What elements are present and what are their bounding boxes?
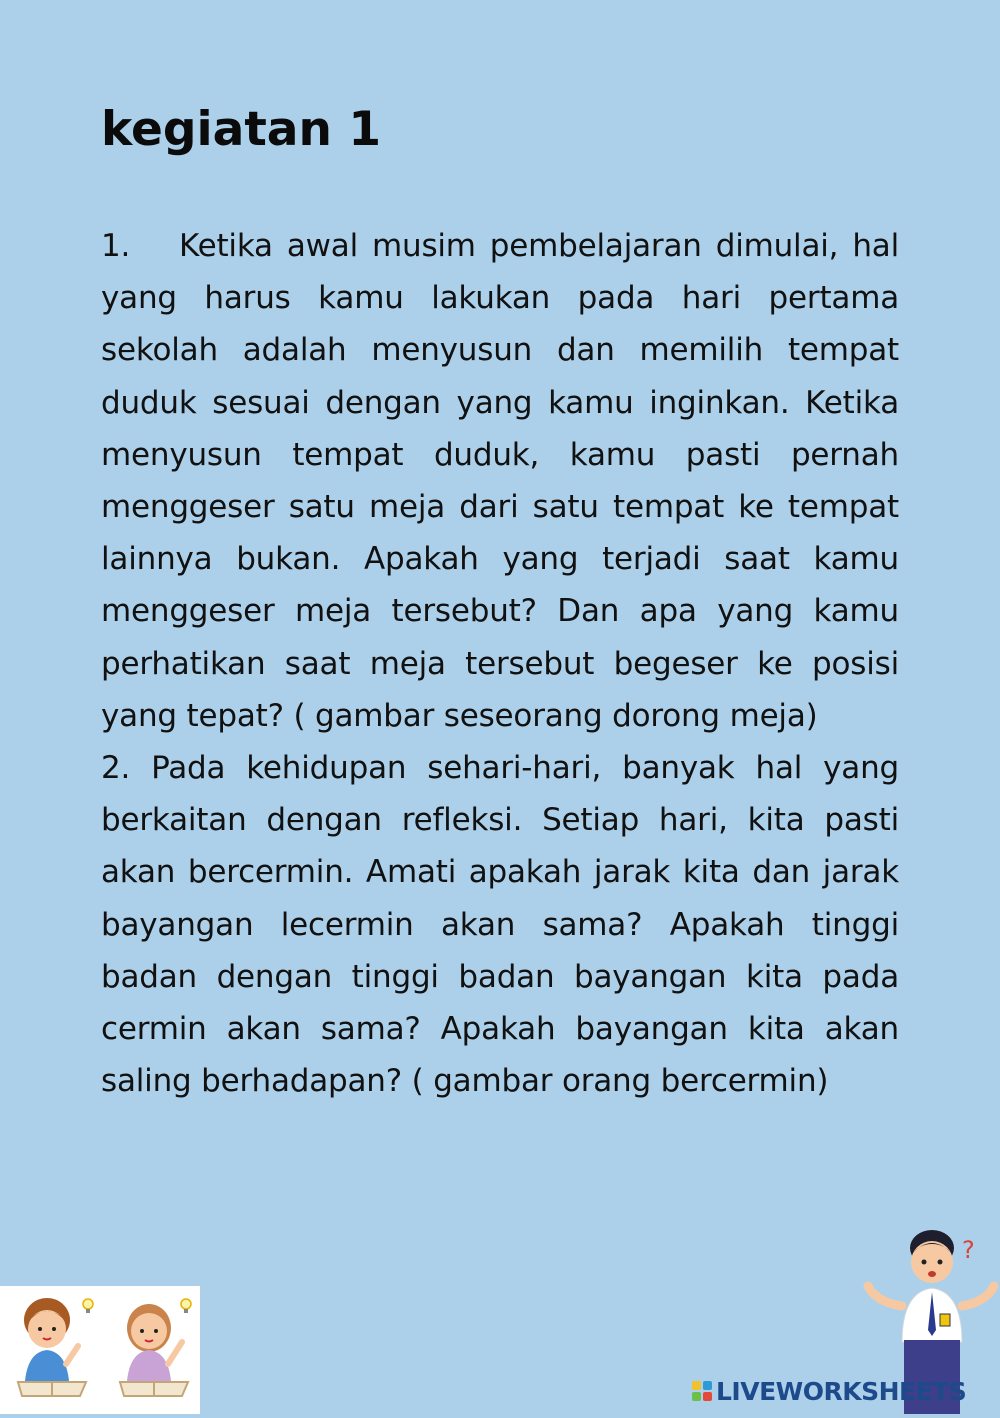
lightbulb-icon	[181, 1299, 191, 1313]
students-studying-illustration	[0, 1286, 200, 1414]
worksheet-body	[101, 220, 899, 1107]
question-mark: ?	[962, 1236, 975, 1264]
liveworksheets-brand	[692, 1376, 966, 1406]
question-1-text: Ketika awal musim pembelajaran dimulai, hal yang harus kamu lakukan pada hari pertama sekolah adalah menyusun dan memilih tempat duduk sesuai dengan yang kamu inginkan. Ketika menyusun tempat duduk, kamu pasti pernah menggeser satu meja dari satu tempat ke tempat lainnya bukan. Apakah yang terjadi saat kamu menggeser meja tersebut? Dan apa yang kamu perhatikan saat meja tersebut begeser ke posisi yang tepat? ( gambar seseorang dorong meja)	[101, 228, 899, 734]
page-title: kegiatan 1	[101, 102, 382, 157]
lightbulb-icon	[83, 1299, 93, 1313]
boy-student	[18, 1298, 86, 1396]
question-2: 2. Pada kehidupan sehari-hari, banyak hal yang berkaitan dengan refleksi. Setiap hari, kita pasti akan bercermin. Amati apakah jarak kita dan jarak bayangan lecermin akan sama? Apakah tinggi badan dengan tinggi badan bayangan kita pada cermin akan sama? Apakah bayangan kita akan saling berhadapan? ( gambar orang bercermin)	[101, 750, 899, 1100]
question-1-number: 1.	[101, 228, 131, 264]
liveworksheets-logo-icon	[692, 1381, 712, 1401]
girl-student	[120, 1304, 188, 1396]
question-1	[101, 220, 899, 742]
brand-name: LIVEWORKSHEETS	[716, 1376, 967, 1406]
